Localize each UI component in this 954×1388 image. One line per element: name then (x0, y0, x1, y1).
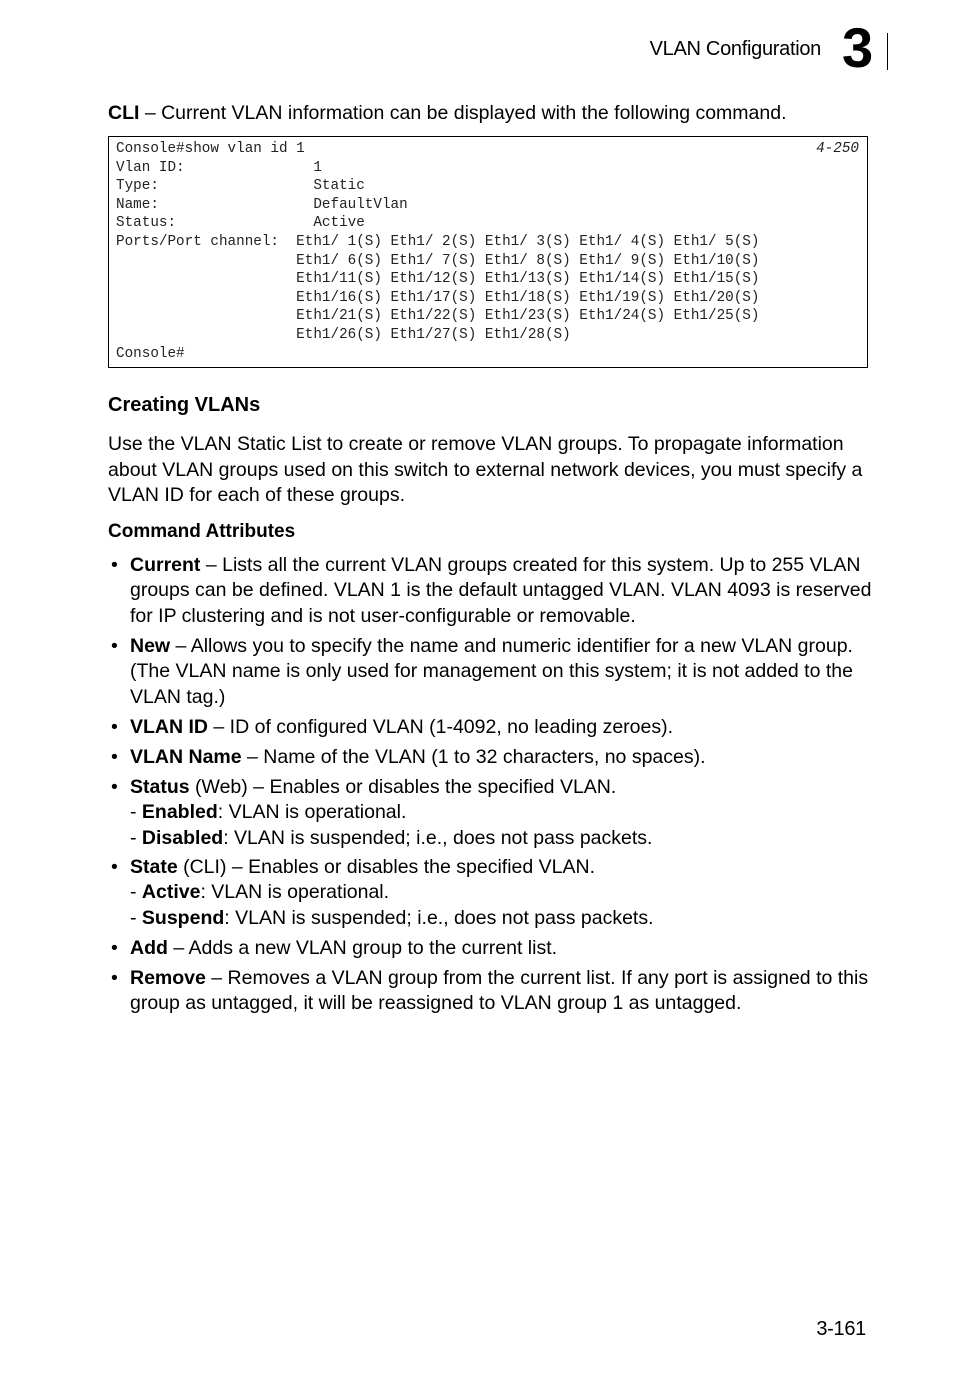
attribute-description: (Web) – Enables or disables the specified VLAN. (189, 776, 617, 798)
code-line: Status: Active (116, 215, 365, 232)
bullet-symbol: • (111, 856, 118, 878)
command-reference-page: 4-250 (816, 141, 859, 157)
attribute-option: - Enabled: VLAN is operational. (130, 801, 407, 824)
option-description: : VLAN is suspended; i.e., does not pass packets. (224, 906, 654, 929)
attribute-description: – Removes a VLAN group from the current list. If any port is assigned to this group as untagged, it will be reassigned to VLAN group 1 as untagged. (130, 967, 869, 1015)
section-intro-paragraph: Use the VLAN Static List to create or remove VLAN groups. To propagate information about VLAN groups used on this switch to external network devices, you must specify a VLAN ID for each of these groups. (108, 433, 863, 507)
chapter-number: 3 (842, 16, 874, 79)
running-header-title: VLAN Configuration (649, 38, 821, 60)
option-description: : VLAN is suspended; i.e., does not pass packets. (223, 826, 653, 849)
attribute-description: – Allows you to specify the name and numeric identifier for a new VLAN group. (The VLAN name is only used for management on this system; it is not added to the VLAN tag.) (130, 635, 853, 708)
attribute-description: (CLI) – Enables or disables the specified VLAN. (177, 856, 595, 878)
attribute-description: – Name of the VLAN (1 to 32 characters, no spaces). (241, 746, 706, 768)
cli-code-block (108, 136, 868, 368)
option-term: Disabled (141, 826, 224, 849)
bullet-symbol: • (111, 635, 118, 657)
attribute-term: Add (130, 937, 168, 959)
attribute-option: - Suspend: VLAN is suspended; i.e., does not pass packets. (130, 906, 654, 929)
bullet-symbol: • (111, 967, 118, 989)
option-description: : VLAN is operational. (217, 801, 407, 824)
bullet-symbol: • (111, 716, 118, 738)
code-line: Name: DefaultVlan (116, 196, 408, 213)
code-line: Eth1/ 6(S) Eth1/ 7(S) Eth1/ 8(S) Eth1/ 9(S) Eth1/10(S) (116, 252, 760, 269)
page-number: 3-161 (816, 1318, 866, 1340)
bullet-symbol: • (111, 554, 118, 576)
command-attributes-heading: Command Attributes (108, 521, 296, 542)
attribute-description: – ID of configured VLAN (1-4092, no leading zeroes). (208, 716, 674, 738)
code-line: Eth1/11(S) Eth1/12(S) Eth1/13(S) Eth1/14(S) Eth1/15(S) (116, 271, 760, 288)
attribute-option: - Active: VLAN is operational. (130, 881, 390, 904)
attribute-term: VLAN ID (130, 716, 208, 738)
bullet-symbol: • (111, 746, 118, 768)
attribute-option: - Disabled: VLAN is suspended; i.e., does not pass packets. (130, 826, 653, 849)
cli-label: CLI (108, 102, 140, 124)
attribute-term: State (130, 856, 178, 878)
code-line: Eth1/21(S) Eth1/22(S) Eth1/23(S) Eth1/24(S) Eth1/25(S) (116, 308, 760, 325)
code-line: Eth1/26(S) Eth1/27(S) Eth1/28(S) (116, 327, 571, 343)
attribute-term: VLAN Name (130, 746, 242, 768)
code-line: Vlan ID: 1 (116, 159, 322, 176)
attribute-description: – Lists all the current VLAN groups created for this system. Up to 255 VLAN groups can be defined. VLAN 1 is the default untagged VLAN. VLAN 4093 is reserved for IP clustering and is not user-configurable or removable. (130, 554, 872, 627)
code-line: Console#show vlan id 1 (116, 141, 305, 157)
section-heading: Creating VLANs (108, 394, 261, 416)
cli-intro-paragraph (108, 102, 787, 125)
bullet-symbol: • (111, 937, 118, 959)
code-line: Ports/Port channel: Eth1/ 1(S) Eth1/ 2(S) Eth1/ 3(S) Eth1/ 4(S) Eth1/ 5(S) (116, 234, 760, 250)
option-term: Active (141, 881, 201, 904)
attribute-description: – Adds a new VLAN group to the current list. (167, 937, 558, 959)
code-line: Type: Static (116, 178, 365, 195)
option-description: : VLAN is operational. (200, 881, 390, 904)
code-line: Console# (116, 345, 185, 362)
attribute-term: New (130, 635, 171, 657)
bullet-symbol: • (111, 776, 118, 798)
option-term: Enabled (141, 801, 218, 824)
cli-intro-text: – Current VLAN information can be displayed with the following command. (139, 102, 787, 124)
attribute-term: Status (130, 776, 190, 798)
option-term: Suspend (141, 906, 225, 929)
code-line: Eth1/16(S) Eth1/17(S) Eth1/18(S) Eth1/19(S) Eth1/20(S) (116, 289, 760, 306)
attribute-term: Remove (130, 967, 206, 989)
attribute-term: Current (130, 554, 201, 576)
